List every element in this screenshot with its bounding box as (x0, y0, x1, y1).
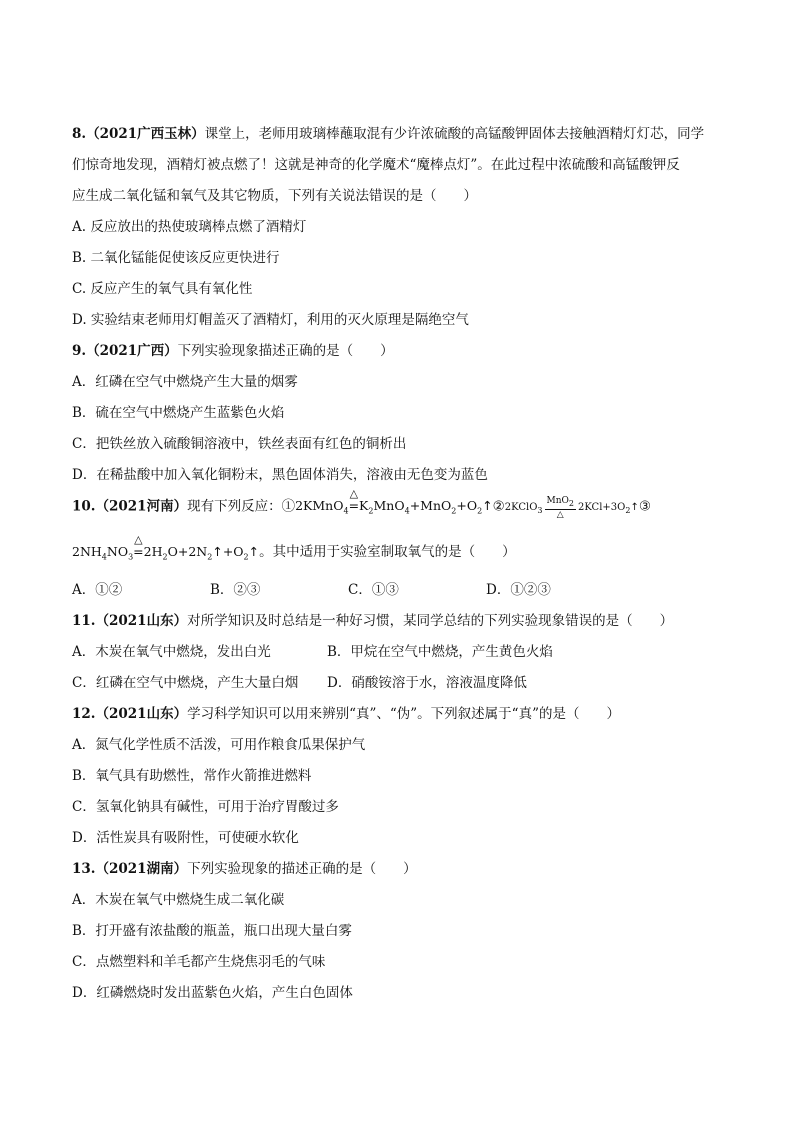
question-stem (72, 124, 732, 206)
question-source: （2021湖南） (95, 861, 188, 878)
option-b: B．打开盛有浓盐酸的瓶盖，瓶口出现大量白雾 (72, 923, 352, 940)
option-d: D．在稀盐酸中加入氧化铜粉末，黑色固体消失，溶液由无色变为蓝色 (72, 467, 488, 483)
equation-2: 2KClO$_3$ $\frac{MnO_2}{\triangle}$ $2KCl+3O_2↑$ (504, 496, 639, 520)
stem-text: 学习科学知识可以用来辨别“真”、“伪”。下列叙述属于“真”的是（ ） (187, 706, 620, 723)
option-c: C．①③ (348, 582, 399, 599)
stem-line (72, 124, 732, 144)
equation-label: ③ (638, 498, 651, 515)
question-stem (72, 611, 732, 631)
stem-text: 下列实验现象描述正确的是（ ） (177, 343, 394, 359)
options-row (72, 642, 732, 662)
option-a: A．①② (72, 582, 123, 599)
options-row (72, 580, 732, 600)
stem-suffix: 。其中适用于实验室制取氧气的是（ ） (259, 543, 516, 560)
question-10 (72, 487, 732, 600)
option-b: B．氧气具有助燃性，常作火箭推进燃料 (72, 768, 312, 785)
question-number: 12. (72, 706, 96, 723)
question-12 (72, 704, 732, 848)
option-a: A．红磷在空气中燃烧产生大量的烟雾 (72, 374, 298, 390)
question-source: （2021广西玉林） (86, 126, 205, 142)
option-b: B．硫在空气中燃烧产生蓝紫色火焰 (72, 405, 285, 421)
option-d: D．硝酸铵溶于水，溶液温度降低 (327, 675, 527, 692)
option-d: D. 实验结束老师用灯帽盖灭了酒精灯，利用的灭火原理是隔绝空气 (72, 312, 469, 328)
option-c: C．点燃塑料和羊毛都产生烧焦羽毛的气味 (72, 954, 326, 971)
option-a: A．木炭在氧气中燃烧生成二氧化碳 (72, 892, 285, 909)
option-a: A．氮气化学性质不活泼，可用作粮食瓜果保护气 (72, 737, 366, 754)
question-number: 13. (72, 861, 96, 878)
option-c: C．氢氧化钠具有碱性，可用于治疗胃酸过多 (72, 799, 339, 816)
stem-line (72, 532, 732, 568)
question-number: 9. (72, 343, 87, 359)
question-number: 8. (72, 126, 87, 142)
option-d: D．红磷燃烧时发出蓝紫色火焰，产生白色固体 (72, 985, 353, 1002)
stem-line (72, 704, 732, 724)
question-stem (72, 704, 732, 724)
gas-arrow-icon: ↑ (212, 543, 223, 559)
question-source: （2021山东） (95, 613, 188, 630)
gas-arrow-icon: ↑ (248, 543, 260, 559)
option-a: A. 反应放出的热使玻璃棒点燃了酒精灯 (72, 219, 307, 235)
question-stem (72, 341, 732, 361)
stem-line: 们惊奇地发现，酒精灯被点燃了！这就是神奇的化学魔术“魔棒点灯”。在此过程中浓硫酸和高锰酸钾反 (72, 157, 680, 173)
question-stem (72, 487, 732, 567)
stem-prefix: 现有下列反应：① (187, 498, 296, 515)
question-13 (72, 859, 732, 1003)
stem-text: 对所学知识及时总结是一种好习惯，某同学总结的下列实验现象错误的是（ ） (187, 613, 674, 630)
question-stem (72, 859, 732, 879)
question-source: （2021山东） (95, 706, 188, 723)
option-b: B．②③ (210, 582, 261, 599)
option-d: D．①②③ (486, 582, 551, 599)
option-b: B．甲烷在空气中燃烧，产生黄色火焰 (327, 644, 553, 661)
equation-1: 2KMnO$_4$ △ $=K_2MnO_4+MnO_2+O_2↑$ (295, 487, 493, 516)
options-row (72, 673, 732, 693)
option-a: A．木炭在氧气中燃烧，发出白光 (72, 644, 271, 661)
option-c: C. 反应产生的氧气具有氧化性 (72, 281, 253, 297)
reaction-condition: △ = (348, 487, 360, 514)
exam-page (72, 124, 732, 1014)
option-b: B. 二氧化锰能促使该反应更快进行 (72, 250, 280, 266)
reaction-condition: △ = (133, 532, 144, 559)
option-c: C．把铁丝放入硫酸铜溶液中，铁丝表面有红色的铜析出 (72, 436, 407, 452)
catalyst-condition: $\frac{MnO_2}{\triangle}$ (546, 496, 574, 520)
gas-arrow-icon: ↑ (482, 498, 493, 514)
equation-3: $2NH_4NO_3$ △ $=2H_2O+2N_2↑+O_2↑$ (72, 532, 260, 562)
equation-label: ② (492, 498, 505, 515)
option-c: C．红磷在空气中燃烧，产生大量白烟 (72, 675, 299, 692)
stem-line (72, 341, 732, 361)
question-11 (72, 611, 732, 693)
question-9 (72, 341, 732, 485)
stem-line (72, 859, 732, 879)
question-source: （2021河南） (95, 498, 188, 515)
question-8 (72, 124, 732, 330)
question-source: （2021广西） (86, 343, 178, 359)
stem-line: 应生成二氧化锰和氧气及其它物质，下列有关说法错误的是（ ） (72, 188, 477, 204)
question-number: 10. (72, 498, 96, 515)
stem-text: 下列实验现象的描述正确的是（ ） (187, 861, 417, 878)
option-d: D．活性炭具有吸附性，可使硬水软化 (72, 830, 299, 847)
stem-line (72, 487, 732, 522)
stem-line (72, 611, 732, 631)
gas-arrow-icon: ↑ (630, 502, 639, 514)
question-number: 11. (72, 613, 96, 630)
stem-text: 课堂上，老师用玻璃棒蘸取混有少许浓硫酸的高锰酸钾固体去接触酒精灯灯芯，同学 (204, 126, 705, 142)
